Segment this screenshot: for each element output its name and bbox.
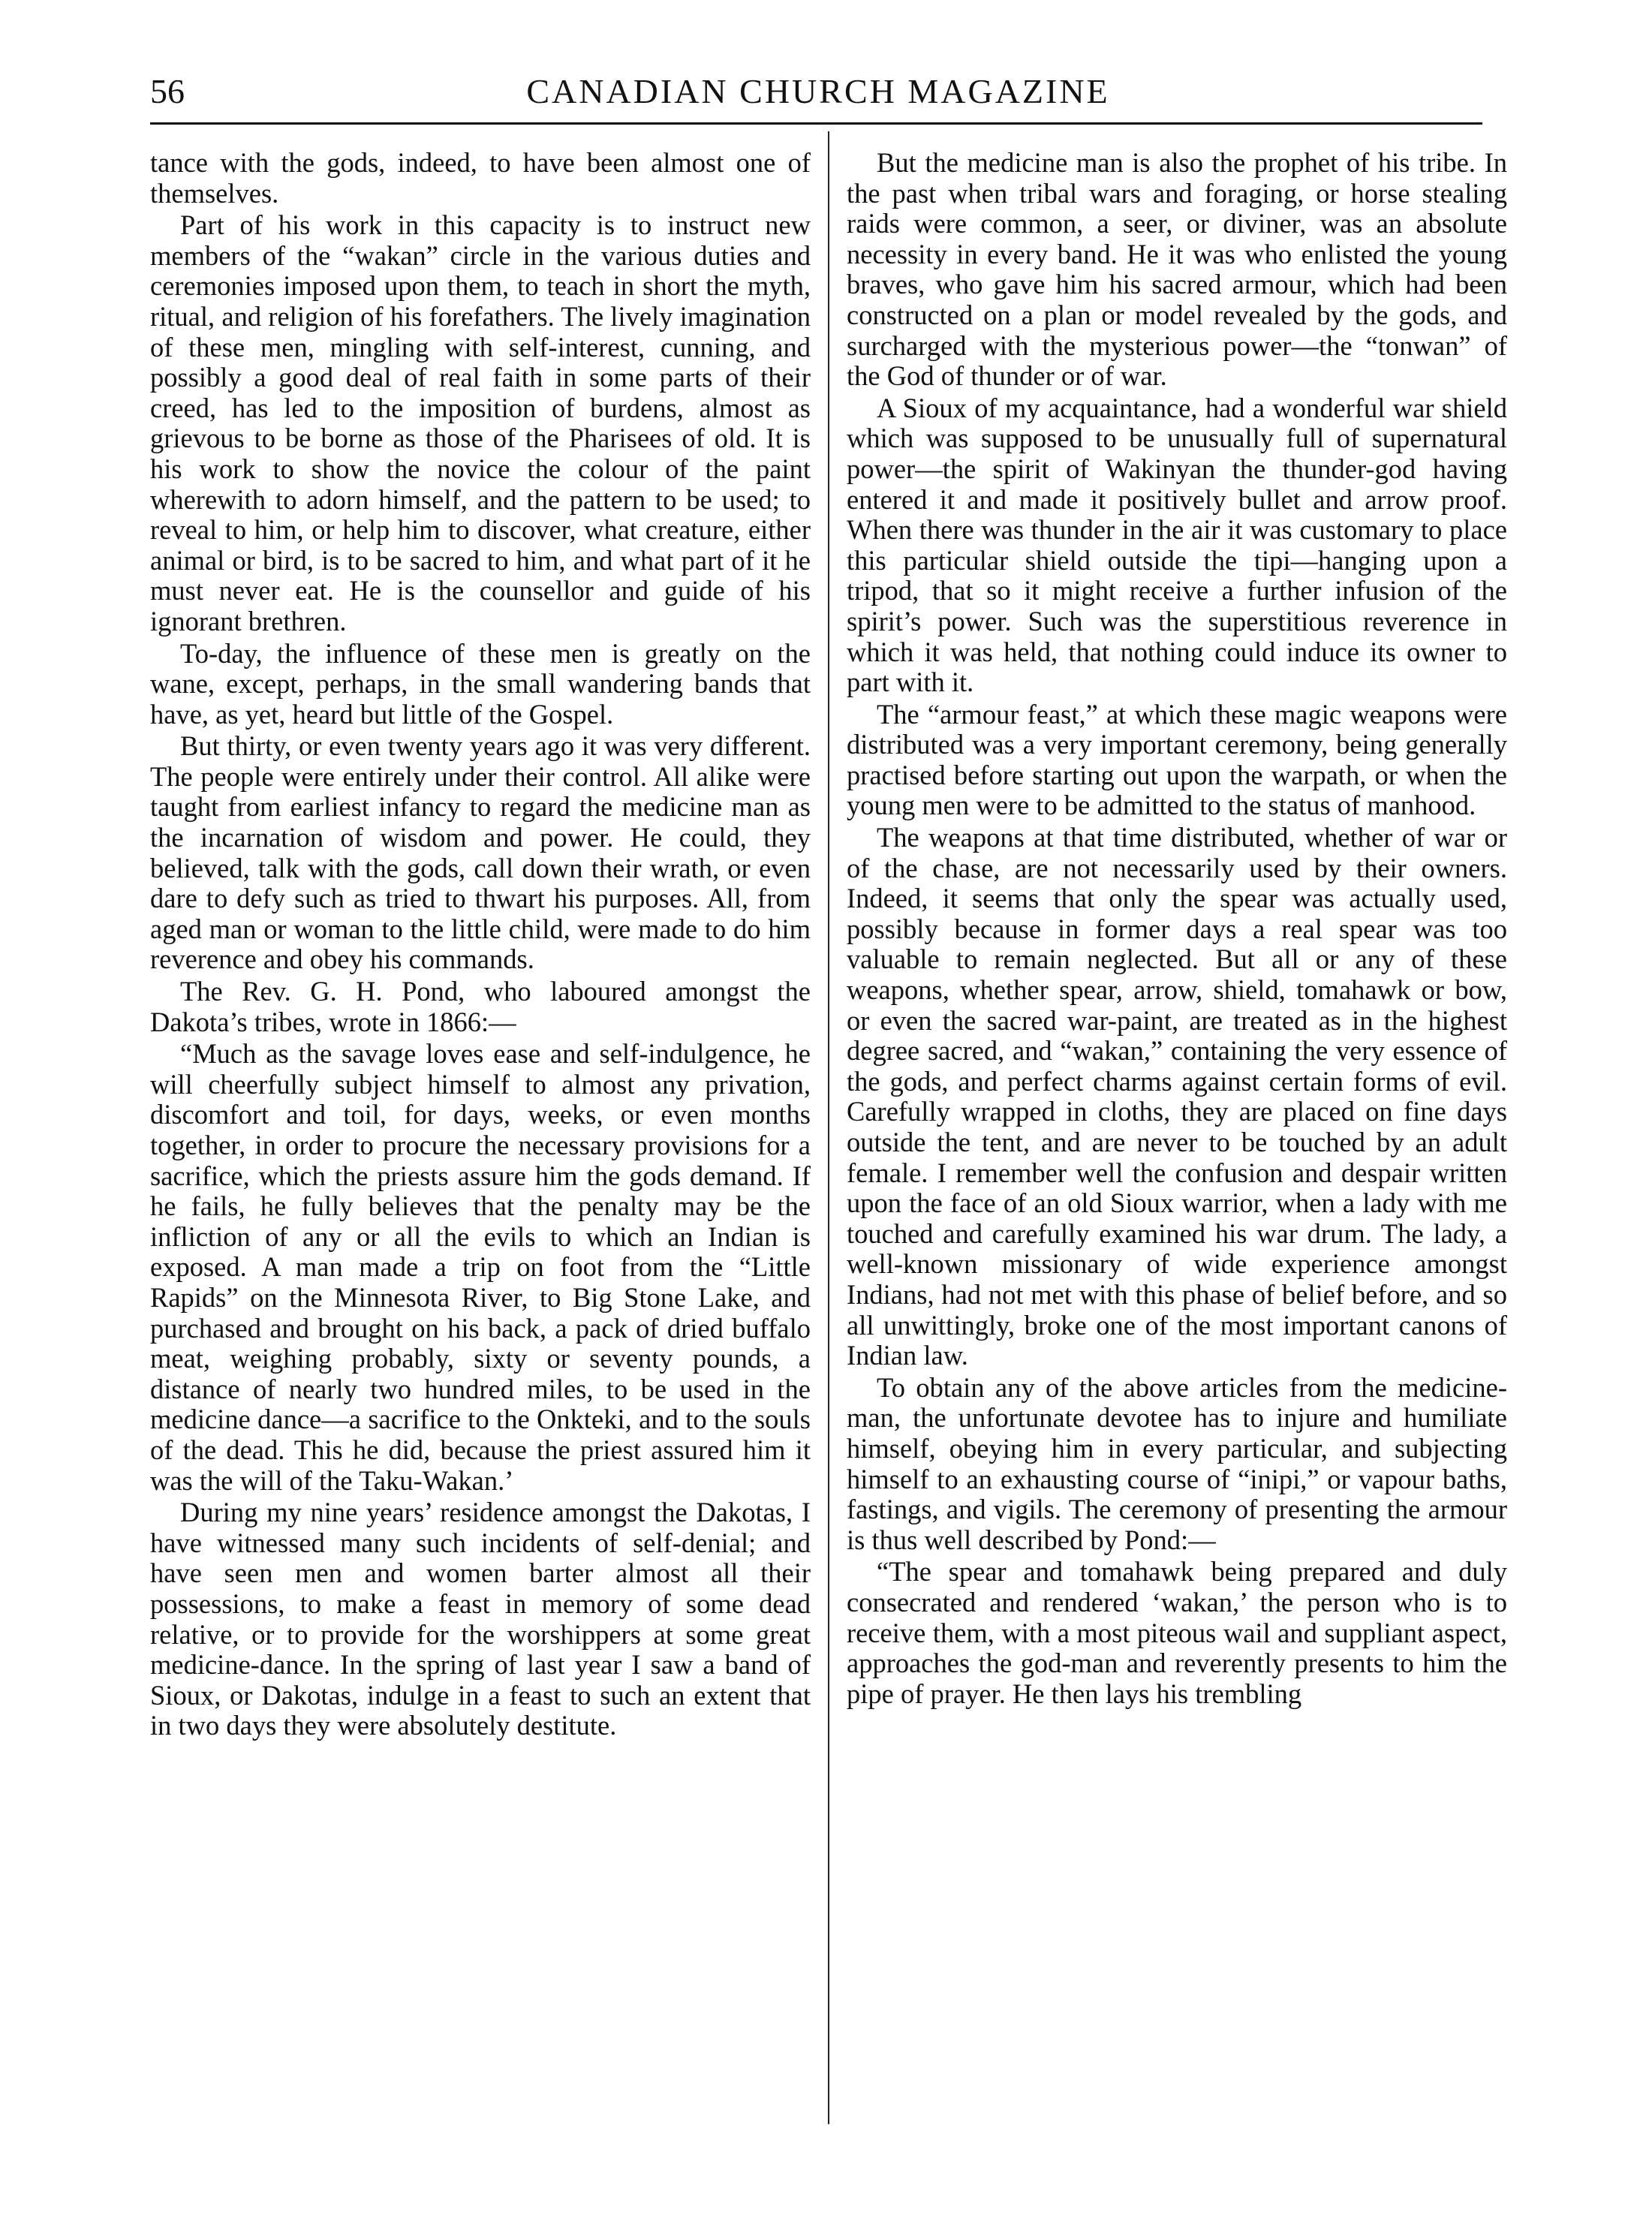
column-divider (828, 131, 829, 2124)
paragraph: A Sioux of my acquaintance, had a wonderful war shield which was supposed to be unusually full of supernatural power—the spirit of Wakinyan the thunder-god having entered it and made it positively bullet and arrow proof. When there was thunder in the air it was customary to place this particular shield outside the tipi—hanging upon a tripod, that so it might receive a further infusion of the spirit’s power. Such was the superstitious reverence in which it was held, that nothing could induce its owner to part with it. (847, 392, 1507, 698)
quoted-paragraph: “Much as the savage loves ease and self-indulgence, he will cheerfully subject himself to almost any privation, discomfort and toil, for days, weeks, or even months together, in order to procure the necessary provisions for a sacrifice, which the priests assure him the gods demand. If he fails, he fully believes that the penalty may be the infliction of any or all the evils to which an Indian is exposed. A man made a trip on foot from the “Little Rapids” on the Minnesota River, to Big Stone Lake, and purchased and brought on his back, a pack of dried buffalo meat, weighing probably, sixty or seventy pounds, a distance of nearly two hundred miles, to be used in the medicine dance—a sacrifice to the Onkteki, and to the souls of the dead. This he did, because the priest assured him it was the will of the Taku-Wakan.’ (150, 1038, 811, 1496)
paragraph: But the medicine man is also the prophet of his tribe. In the past when tribal wars and foraging, or horse stealing raids were common, a seer, or diviner, was an absolute necessity in every band. He it was who enlisted the young braves, who gave him his sacred armour, which had been constructed on a plan or model revealed by the gods, and surcharged with the mysterious power—the “tonwan” of the God of thunder or of war. (847, 148, 1507, 392)
quoted-paragraph: “The spear and tomahawk being prepared and duly consecrated and rendered ‘wakan,’ the person who is to receive them, with a most piteous wail and suppliant aspect, approaches the god-man and reverently presents to him the pipe of prayer. He then lays his trembling (847, 1556, 1507, 1709)
paragraph: To obtain any of the above articles from the medicine-man, the unfortunate devotee has to injure and humiliate himself, obeying him in every particular, and subjecting himself to an exhausting course of “inipi,” or vapour baths, fastings, and vigils. The ceremony of presenting the armour is thus well described by Pond:— (847, 1371, 1507, 1555)
paragraph: To-day, the influence of these men is greatly on the wane, except, perhaps, in the small wandering bands that have, as yet, heard but little of the Gospel. (150, 637, 811, 730)
paragraph: The weapons at that time distributed, whether of war or of the chase, are not necessarily used by their owners. Indeed, it seems that only the spear was actually used, possibly because in former days a real spear was too valuable to remain neglected. But all or any of these weapons, whether spear, arrow, shield, tomahawk or bow, or even the sacred war-paint, are treated as in the highest degree sacred, and “wakan,” containing the very essence of the gods, and perfect charms against certain forms of evil. Carefully wrapped in cloths, they are placed on fine days outside the tent, and are never to be touched by an adult female. I remember well the confusion and despair written upon the face of an old Sioux warrior, when a lady with me touched and carefully examined his war drum. The lady, a well-known missionary of wide experience amongst Indians, had not met with this phase of belief before, and so all unwittingly, broke one of the most important canons of Indian law. (847, 822, 1507, 1371)
left-column (150, 148, 811, 2114)
paragraph: The “armour feast,” at which these magic weapons were distributed was a very important ceremony, being generally practised before starting out upon the warpath, or when the young men were to be admitted to the status of manhood. (847, 698, 1507, 821)
paragraph: But thirty, or even twenty years ago it was very different. The people were entirely under their control. All alike were taught from earliest infancy to regard the medicine man as the incarnation of wisdom and power. He could, they believed, talk with the gods, call down their wrath, or even dare to defy such as tried to thwart his purposes. All, from aged man or woman to the little child, were made to do him reverence and obey his commands. (150, 730, 811, 975)
paragraph: Part of his work in this capacity is to instruct new members of the “wakan” circle in the various duties and ceremonies imposed upon them, to teach in short the myth, ritual, and religion of his forefathers. The lively imagination of these men, mingling with self-interest, cunning, and possibly a good deal of real faith in some parts of their creed, has led to the imposition of burdens, almost as grievous to be borne as those of the Pharisees of old. It is his work to show the novice the colour of the paint wherewith to adorn himself, and the pattern to be used; to reveal to him, or help him to discover, what creature, either animal or bird, is to be sacred to him, and what part of it he must never eat. He is the counsellor and guide of his ignorant brethren. (150, 209, 811, 637)
header-rule (150, 122, 1482, 125)
page-header (150, 69, 1486, 114)
page-number: 56 (150, 72, 185, 110)
paragraph: tance with the gods, indeed, to have been almost one of themselves. (150, 148, 811, 209)
running-title: CANADIAN CHURCH MAGAZINE (526, 72, 1110, 110)
paragraph: The Rev. G. H. Pond, who laboured amongst the Dakota’s tribes, wrote in 1866:— (150, 976, 811, 1037)
paragraph: During my nine years’ residence amongst the Dakotas, I have witnessed many such incidents of self-denial; and have seen men and women barter almost all their possessions, to make a feast in memory of some dead relative, or to provide for the worshippers at some great medicine-dance. In the spring of last year I saw a band of Sioux, or Dakotas, indulge in a feast to such an extent that in two days they were absolutely destitute. (150, 1497, 811, 1741)
right-column (847, 148, 1507, 2114)
